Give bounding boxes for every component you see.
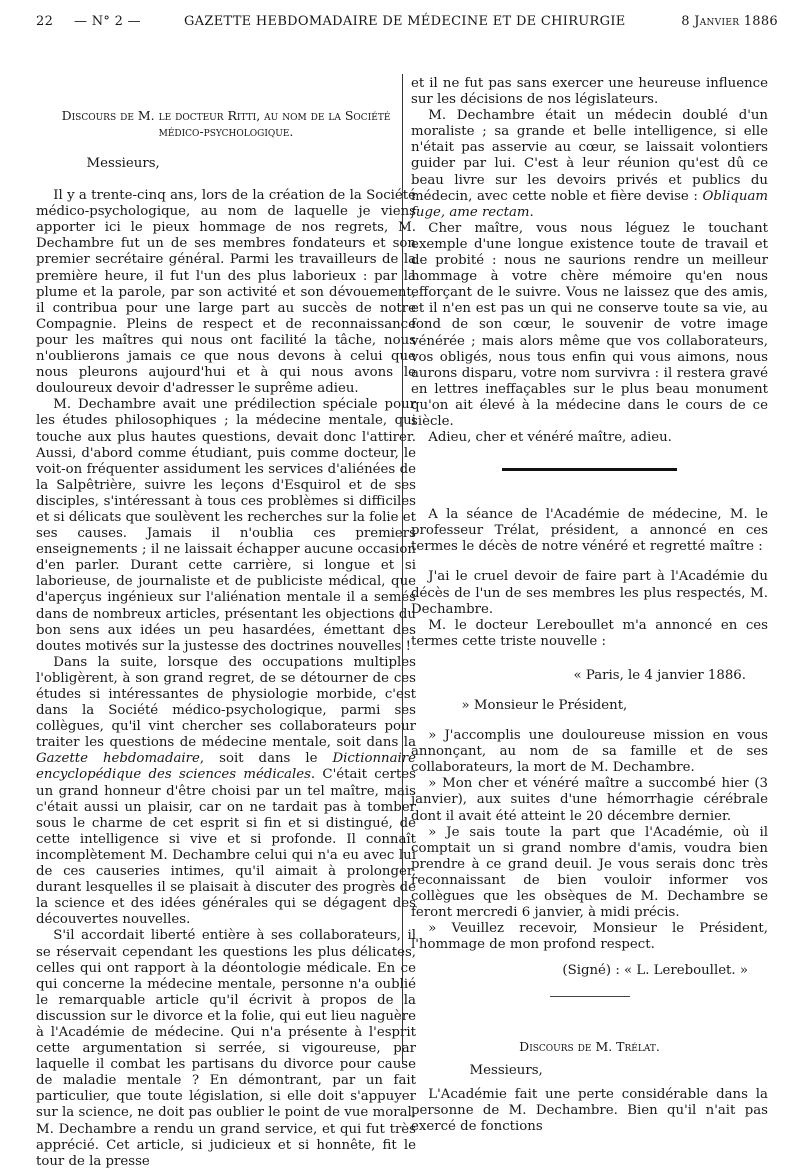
discourse-title xyxy=(36,108,416,140)
paragraph: et il ne fut pas sans exercer une heureuse influence sur les décisions de nos législateurs. xyxy=(411,76,768,108)
text-run: M. Dechambre était un médecin doublé d'un moraliste ; sa grande et belle intelligence, si elle n'était pas asservie au cœur, se laissait volontiers guider par lui. C'est à leur réunion qu'est dû ce beau livre sur les devoirs privés et publics du médecin, avec cette noble et fière devise : xyxy=(411,108,768,204)
paragraph: S'il accordait liberté entière à ses collaborateurs, il se réservait cependant les questions les plus délicates, celles qui ont rapport à la déontologie médicale. En ce qui concerne la médecine mentale, personne n'a oublié le remarquable article qu'il écrivit à propos de la discussion sur le divorce et la folie, qui eut lieu naguère à l'Académie de médecine. Qui n'a présente à l'esprit cette argumentation si serrée, si vigoureuse, par laquelle il combat les partisans du divorce pour cause de maladie mentale ? En démontrant, par un fait particulier, que toute législation, si elle doit s'appuyer sur la science, ne doit pas oublier le point de vue moral, M. Dechambre a rendu un grand service, et qui fut très apprécié. Cet article, si judicieux et si honnête, fit le tour de la presse xyxy=(36,928,416,1169)
discourse-title-line2: médico-psychologique. xyxy=(158,124,294,139)
letter-paragraph: » Je sais toute la part que l'Académie, où il comptait un si grand nombre d'amis, voudra bien prendre à ce grand deuil. Je vous serais donc très reconnaissant de bien vouloir informer vos collègues que les obsèques de M. Dechambre se feront mercredi 6 janvier, à midi précis. xyxy=(411,824,768,921)
issue-date: 8 Janvier 1886 xyxy=(681,14,778,29)
separator-rule xyxy=(550,996,630,997)
paragraph: J'ai le cruel devoir de faire part à l'Académie du décès de l'un de ses membres les plus respectés, M. Dechambre. xyxy=(411,569,768,617)
letter-greeting: » Monsieur le Président, xyxy=(461,698,628,713)
greeting: Messieurs, xyxy=(469,1062,543,1078)
letter-paragraph: » J'accomplis une douloureuse mission en vous annonçant, au nom de sa famille et de ses collaborateurs, la mort de M. Dechambre. xyxy=(411,728,768,776)
journal-title: GAZETTE HEBDOMADAIRE DE MÉDECINE ET DE CHIRURGIE xyxy=(184,14,626,29)
letter-paragraph: » Veuillez recevoir, Monsieur le Président, l'hommage de mon profond respect. xyxy=(411,921,768,953)
paragraph: L'Académie fait une perte considérable dans la personne de M. Dechambre. Bien qu'il n'ait pas exercé de fonctions xyxy=(411,1086,768,1134)
text-run: Dans la suite, lorsque des occupations multiples l'obligèrent, à son grand regret, de se détourner de ces études si intéressantes de physiologie morbide, c'est dans la Société médico-psychologique, parmi ses collègues, qu'il vint chercher ses collaborateurs pour traiter les questions de médecine mentale, soit dans la xyxy=(36,654,416,751)
motto: Obliquam fuge, ame rectam xyxy=(411,188,768,220)
page-number: 22 xyxy=(36,14,54,29)
text-run: . xyxy=(529,204,534,220)
greeting: Messieurs, xyxy=(86,156,160,171)
page-header xyxy=(36,12,778,34)
paragraph xyxy=(411,108,768,221)
issue-number: — N° 2 — xyxy=(74,14,141,29)
text-run: , soit dans le xyxy=(199,751,333,767)
second-discourse-title: Discours de M. Trélat. xyxy=(519,1038,660,1054)
dictionary-name: Dictionnaire encyclopédique des sciences médicales xyxy=(36,751,417,783)
paragraph: M. le docteur Lereboullet m'a annoncé en ces termes cette triste nouvelle : xyxy=(411,617,768,649)
letter-paragraph: » Mon cher et vénéré maître a succombé hier (3 janvier), aux suites d'une hémorrhagie cérébrale dont il avait été atteint le 20 décembre dernier. xyxy=(411,776,768,824)
letter-date: « Paris, le 4 janvier 1886. xyxy=(573,667,746,683)
paragraph: M. Dechambre avait une prédilection spéciale pour les études philosophiques ; la médecine mentale, qui touche aux plus hautes questions, devait donc l'attirer. Aussi, d'abord comme étudiant, puis comme docteur, le voit-on fréquenter assidument les services d'aliénées de la Salpêtrière, suivre les leçons d'Esquirol et de ses disciples, s'intéressant à tous ces problèmes si difficiles et si délicats que soulèvent les recherches sur la folie et ses causes. Jamais il n'oublia ces premiers enseignements ; il ne laissait échapper aucune occasion d'en parler. Durant cette carrière, si longue et si laborieuse, de journaliste et de publiciste médical, que d'aperçus ingénieux sur l'aliénation mentale il a semés dans de nombreux articles, présentant les objections du bon sens aux idées un peu hasardées, émettant des doutes motivés sur la justesse des doctrines nouvelles ! xyxy=(36,397,416,654)
left-column xyxy=(36,108,416,1170)
signature-line: (Signé) : « L. Lereboullet. » xyxy=(562,963,748,979)
paragraph: Cher maître, vous nous léguez le touchant exemple d'une longue existence toute de travail et de probité : nous ne saurions rendre un meilleur hommage à votre chère mémoire qu'en nous efforçant de le suivre. Vous ne laissez que des amis, et il n'en est pas un qui ne conserve toute sa vie, au fond de son cœur, le souvenir de votre image vénérée ; mais alors même que vos collaborateurs, vos obligés, nous tous enfin qui vous aimons, nous aurons disparu, votre nom survivra : il restera gravé en lettres ineffaçables sur le plus beau monument qu'on ait élevé à la médecine dans le cours de ce siècle. xyxy=(411,220,768,429)
right-column xyxy=(411,76,768,1135)
text-run: . C'était certes un grand honneur d'être choisi par un tel maître, mais c'était aussi un plaisir, car on ne tardait pas à tomber sous le charme de cet esprit si fin et si distingué, de cette intelligence si vive et si profonde. Il connaît incomplètement M. Dechambre celui qui n'a eu avec lui de ces causeries intimes, qu'il aimait à prolonger, durant lesquelles il se plaisait à discuter des progrès de la science et des idées générales qui se dégagent des découvertes nouvelles. xyxy=(36,767,416,928)
journal-name: Gazette hebdomadaire xyxy=(36,751,200,767)
paragraph xyxy=(36,655,416,929)
discourse-title-line1: Discours de M. le docteur Ritti, au nom de la Société xyxy=(61,108,391,123)
paragraph: A la séance de l'Académie de médecine, M. le professeur Trélat, président, a annoncé en ces termes le décès de notre vénéré et regretté maître : xyxy=(411,507,768,555)
paragraph: Il y a trente-cinq ans, lors de la création de la Société médico-psychologique, au nom de laquelle je viens apporter ici le pieux hommage de nos regrets, M. Dechambre fut un de ses membres fondateurs et son premier secrétaire général. Parmi les travailleurs de la première heure, il fut l'un des plus laborieux : par la plume et la parole, par son activité et son dévouement, il contribua pour une large part au succès de notre Compagnie. Pleins de respect et de reconnaissance pour les maîtres qui nous ont facilité la tâche, nous n'oublierons jamais ce que nous devons à celui que nous pleurons aujourd'hui et à qui nous avons le douloureux devoir d'adresser le suprême adieu. xyxy=(36,188,416,397)
section-rule xyxy=(502,468,677,471)
paragraph: Adieu, cher et vénéré maître, adieu. xyxy=(428,430,672,446)
